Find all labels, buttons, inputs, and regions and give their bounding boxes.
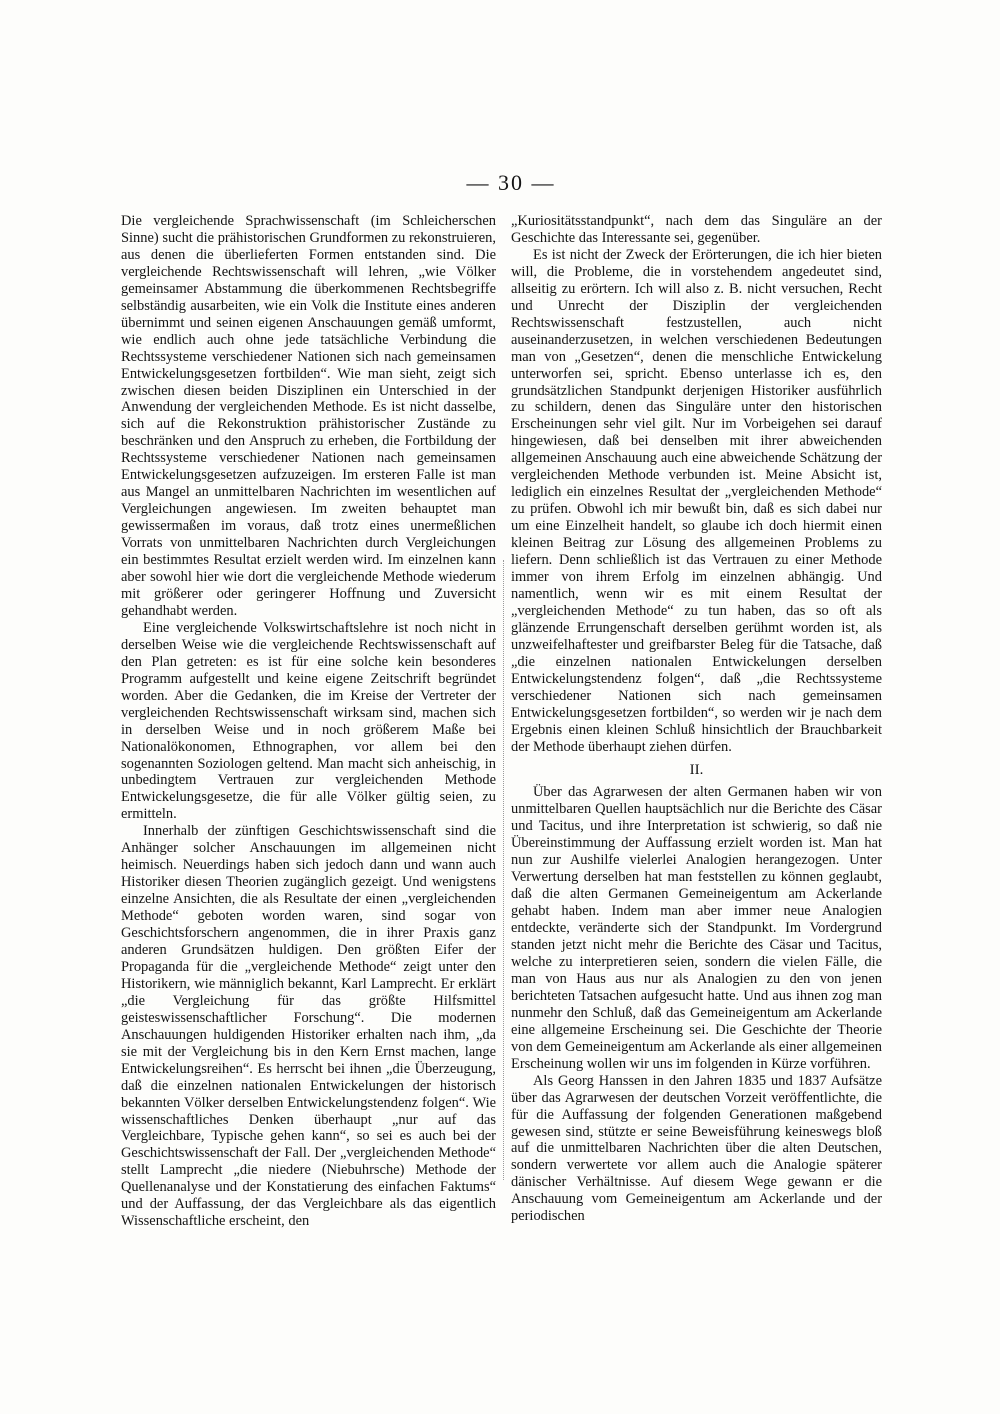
paragraph: Über das Agrarwesen der alten Germanen haben wir von unmittelbaren Quellen hauptsächlich nur die Berichte des Cäsar und Tacitus, und ihre Interpretation ist schwierig, so daß nie Übereinstimmung der Auffassung erzielt worden ist. Man hat nun zur Aushilfe vielerlei Analogien herangezogen. Unter Verwertung derselben hat man feststellen zu können geglaubt, daß die alten Germanen Gemeineigentum am Ackerlande gehabt haben. Indem man aber immer neue Analogien entdeckte, veränderte sich der Standpunkt. Im Vordergrund standen jetzt nicht mehr die Berichte des Cäsar und Tacitus, welche zu interpretieren seien, sondern die vielen Fälle, die man von Haus aus nur als Analogien zu den von jenen berichteten Tatsachen aufgesucht hatte. Und aus ihnen zog man nunmehr den Schluß, daß das Gemeineigentum am Ackerlande eine allgemeine Erscheinung sei. Die Geschichte der Theorie von dem Gemeineigentum am Ackerlande als einer allgemeinen Erscheinung wollen wir uns im folgenden in Kürze vorführen.	[511, 784, 882, 1072]
paragraph: Eine vergleichende Volkswirtschaftslehre ist noch nicht in derselben Weise wie die vergleichende Rechtswissenschaft auf den Plan getreten: es ist für eine solche kein besonderes Programm aufgestellt und keine eigene Zeitschrift begründet worden. Aber die Gedanken, die im Kreise der Vertreter der vergleichenden Rechtswissenschaft wirksam sind, machen sich in derselben Weise und in noch größerem Maße bei Nationalökonomen, Ethnographen, vor allem bei den sogenannten Soziologen geltend. Man macht sich anheischig, in unbedingtem Vertrauen zur vergleichenden Methode Entwickelungsgesetze, die für alle Völker gültig seien, zu ermitteln.	[121, 619, 496, 823]
left-column	[121, 213, 496, 1230]
paragraph: Die vergleichende Sprachwissenschaft (im Schleicherschen Sinne) sucht die prähistorischen Grundformen zu rekonstruieren, aus denen die überlieferten Formen entstanden sind. Die vergleichende Rechtswissenschaft will lehren, „wie Völker gemeinsamer Abstammung die überkommenen Rechtsbegriffe selbständig ausarbeiten, wie ein Volk die Institute eines anderen übernimmt und seinen eigenen Anschauungen gemäß umformt, wie endlich auch ohne jede tatsächliche Verbindung die Rechtssysteme verschiedener Nationen sich nach gemeinsamen Entwickelungsgesetzen fortbilden“. Wie man sieht, zeigt sich zwischen diesen beiden Disziplinen ein Unterschied in der Anwendung der vergleichenden Methode. Es ist nicht dasselbe, sich auf die Rekonstruktion prähistorischer Zustände zu beschränken und den Anspruch zu erheben, die Fortbildung der Rechtssysteme verschiedener Nationen nach gemeinsamen Entwickelungsgesetzen aufzuzeigen. Im ersteren Falle ist man aus Mangel an unmittelbaren Nachrichten im wesentlichen auf Vergleichungen angewiesen. Im zweiten behauptet man gewissermaßen im voraus, daß trotz eines unermeßlichen Vorrats von unmittelbaren Nachrichten durch Vergleichungen ein bestimmtes Resultat erzielt werden wird. Im einzelnen kann aber sowohl hier wie dort die vergleichende Methode wiederum mit größerer oder geringerer Hoffnung und Zuversicht gehandhabt werden.	[121, 213, 496, 619]
paragraph: Es ist nicht der Zweck der Erörterungen, die ich hier bieten will, die Probleme, die in vorstehendem angedeutet sind, allseitig zu erörtern. Ich will also z. B. nicht versuchen, Recht und Unrecht der Disziplin der vergleichenden Rechtswissenschaft festzustellen, auch nicht auseinanderzusetzen, in welchen verschiedenen Bedeutungen man von „Gesetzen“, denen die menschliche Entwickelung unterworfen sei, spricht. Ebenso unterlasse ich es, den grundsätzlichen Standpunkt derjenigen Historiker ausführlich zu schildern, denen das Singuläre unter den historischen Erscheinungen sehr viel gilt. Nur im Vorbeigehen sei darauf hingewiesen, daß bei denselben mit ihrer abweichenden allgemeinen Anschauung auch eine abweichende Schätzung der vergleichenden Methode verbunden ist. Meine Absicht ist, lediglich ein einzelnes Resultat der „vergleichenden Methode“ zu prüfen. Obwohl ich mir bewußt bin, daß es sich dabei nur um eine Einzelheit handelt, so glaube ich doch hiermit einen kleinen Beitrag zur Lösung des allgemeinen Problems zu liefern. Denn schließlich ist das Vertrauen zu einer Methode immer von ihrem Erfolg im einzelnen abhängig. Und namentlich, wenn wir es mit einem Resultat der „vergleichenden Methode“ zu tun haben, das so oft als glänzende Errungenschaft derselben gerühmt worden ist, als unzweifelhaftester und greifbarster Beleg für die Tatsache, daß „die einzelnen nationalen Entwickelungen derselben Entwickelungstendenz folgen“, daß „die Rechtssysteme verschiedener Nationen sich nach gemeinsamen Entwickelungsgesetzen fortbilden“, so werden wir je nach dem Ergebnis einen kleinen Schluß hinsichtlich der Brauchbarkeit der Methode überhaupt ziehen dürfen.	[511, 246, 882, 755]
section-heading: II.	[689, 761, 704, 778]
paragraph: „Kuriositätsstandpunkt“, nach dem das Singuläre an der Geschichte das Interessante sei, gegenüber.	[511, 213, 882, 246]
column-divider	[503, 560, 504, 1180]
paragraph: Innerhalb der zünftigen Geschichtswissenschaft sind die Anhänger solcher Anschauungen im allgemeinen nicht heimisch. Neuerdings haben sich jedoch dann und wann auch Historiker diesen Theorien zugänglich gezeigt. Und wenigstens einzelne Ansichten, die als Resultate der einen „vergleichenden Methode“ geboten worden waren, sind sogar von Geschichtsforschern angenommen, die in ihrer Praxis ganz anderen Grundsätzen huldigen. Den größten Eifer der Propaganda für die „vergleichende Methode“ zeigt unter den Historikern, wie männiglich bekannt, Karl Lamprecht. Er erklärt „die Vergleichung für das größte Hilfsmittel geisteswissenschaftlicher Forschung“. Die modernen Anschauungen huldigenden Historiker erhalten nach ihm, „da sie mit der Vergleichung bis in den Kern Ernst machen, lange Entwickelungsreihen“. Es herrscht bei ihnen „die Überzeugung, daß die einzelnen nationalen Entwickelungen der historisch bekannten Völker derselben Entwickelungstendenz folgen“. Wie wissenschaftliches Denken überhaupt „nur auf das Vergleichbare, Typische gehen kann“, so sei es auch bei der Geschichtswissenschaft der Fall. Der „vergleichenden Methode“ stellt Lamprecht „die niedere (Niebuhrsche) Methode der Quellenanalyse und der Konstatierung des einfachen Faktums“ und der Auffassung, der das Vergleichbare als das eigentlich Wissenschaftliche erscheint, den	[121, 823, 496, 1230]
page-number: — 30 —	[466, 170, 556, 195]
right-column	[511, 213, 882, 1225]
paragraph: Als Georg Hanssen in den Jahren 1835 und 1837 Aufsätze über das Agrarwesen der deutschen Vorzeit veröffentlichte, die für die Auffassung der folgenden Generationen maßgebend gewesen sind, stützte er seine Beweisführung keineswegs bloß auf die unmittelbaren Nachrichten über die alten Deutschen, sondern verwertete vor allem auch die Analogie späterer dänischer Verhältnisse. Auf diesem Wege gewann er die Anschauung vom Gemeineigentum am Ackerlande und der periodischen	[511, 1072, 882, 1225]
